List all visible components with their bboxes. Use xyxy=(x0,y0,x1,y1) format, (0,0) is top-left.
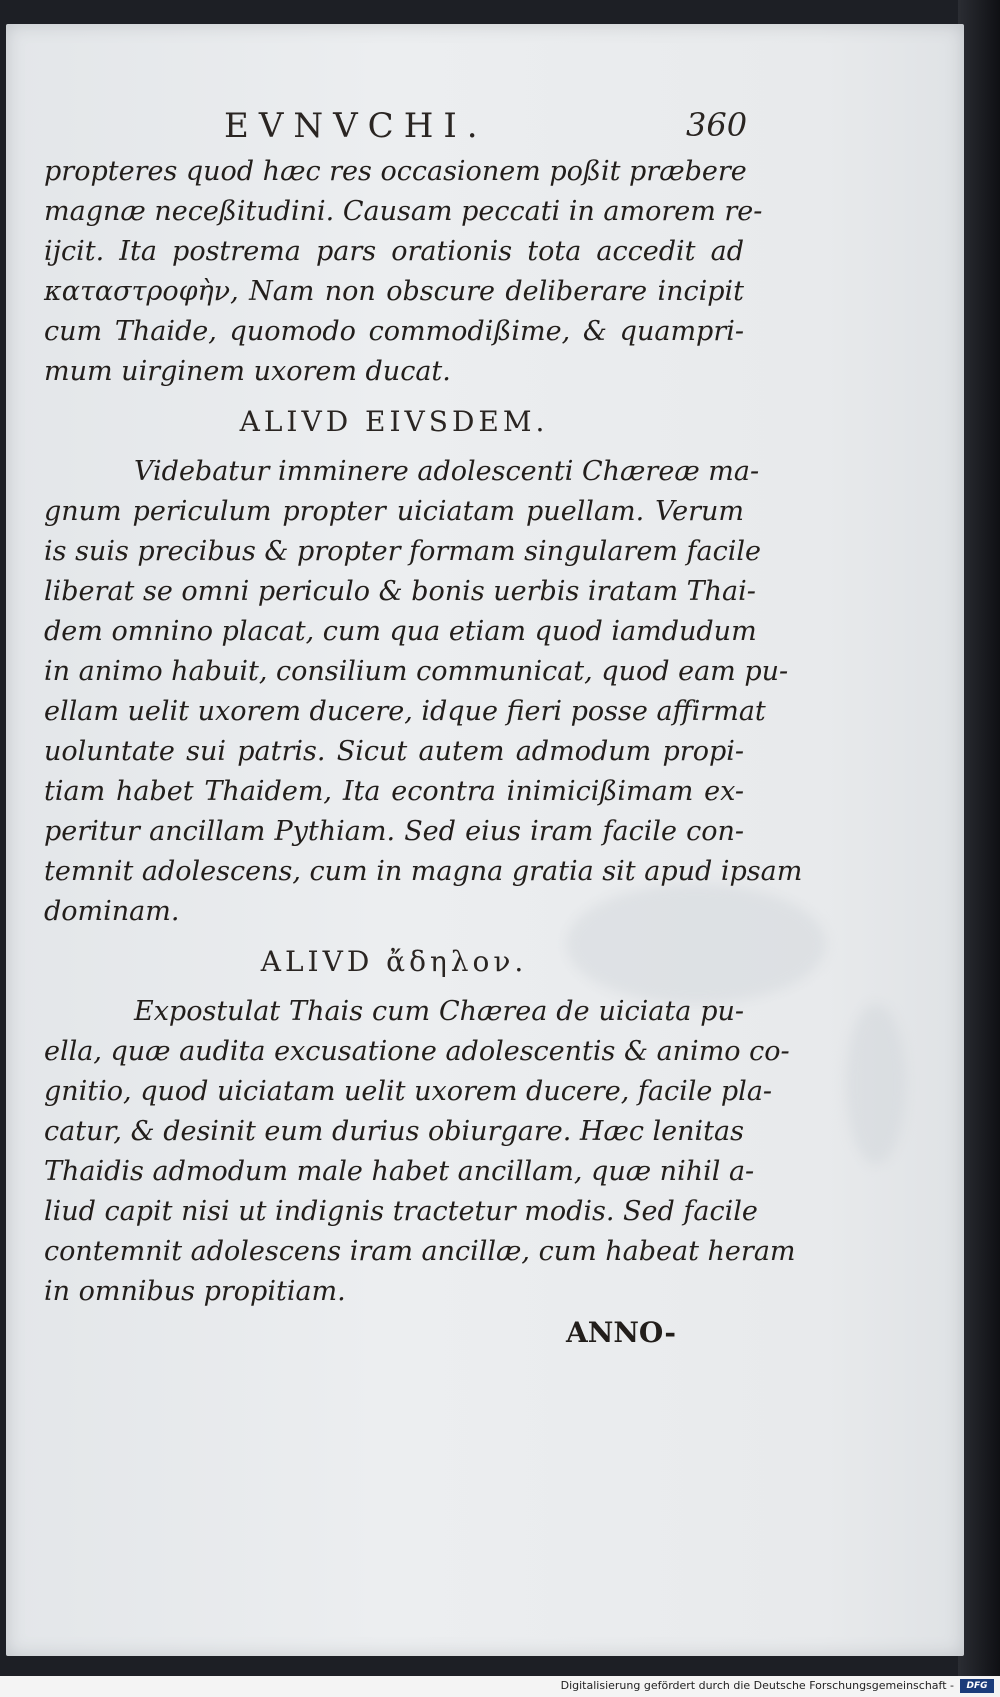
main-text xyxy=(44,152,803,1312)
text-line: liberat se omni periculo & bonis uerbis iratam Thai- xyxy=(44,576,756,607)
digitization-footer xyxy=(0,1676,1000,1697)
text-line: propteres quod hæc res occasionem poßit præbere xyxy=(44,156,747,187)
text-line: contemnit adolescens iram ancillæ, cum habeat heram xyxy=(44,1236,796,1267)
text-line: dem omnino placat, cum qua etiam quod iamdudum xyxy=(44,616,757,647)
text-line: catur, & desinit eum durius obiurgare. Hæc lenitas xyxy=(44,1116,744,1147)
section-heading: ALIVD EIVSDEM. xyxy=(239,405,549,438)
section-aliud-eiusdem xyxy=(44,452,803,932)
text-line: in animo habuit, consilium communicat, quod eam pu- xyxy=(44,656,789,687)
text-line: ellam uelit uxorem ducere, idque fieri posse affirmat xyxy=(44,696,766,727)
funding-credit: Digitalisierung gefördert durch die Deutsche Forschungsgemeinschaft - xyxy=(560,1679,954,1692)
section-intro xyxy=(44,152,763,392)
text-line: καταστροφὴν, Nam non obscure deliberare incipit xyxy=(44,276,744,307)
section-aliud-adelon xyxy=(44,992,796,1312)
text-line: is suis precibus & propter formam singularem facile xyxy=(44,536,761,567)
text-line: dominam. xyxy=(44,896,180,927)
binding-edge xyxy=(958,0,1000,1697)
text-line: ijcit. Ita postrema pars orationis tota accedit ad xyxy=(44,236,744,267)
section-heading: ALIVD ἄδηλον. xyxy=(260,945,528,978)
text-line: Expostulat Thais cum Chærea de uiciata pu- xyxy=(134,996,744,1027)
text-line: temnit adolescens, cum in magna gratia sit apud ipsam xyxy=(44,856,803,887)
text-line: mum uirginem uxorem ducat. xyxy=(44,356,451,387)
text-line: magnæ neceßitudini. Causam peccati in amorem re- xyxy=(44,196,763,227)
text-line: gnum periculum propter uiciatam puellam. Verum xyxy=(44,496,744,527)
text-line: Videbatur imminere adolescenti Chæreæ ma- xyxy=(134,456,760,487)
text-line: ella, quæ audita excusatione adolescentis & animo co- xyxy=(44,1036,790,1067)
text-line: cum Thaide, quomodo commodißime, & quampri- xyxy=(44,316,744,347)
paper-stain xyxy=(846,1004,906,1164)
text-line: tiam habet Thaidem, Ita econtra inimicißimam ex- xyxy=(44,776,744,807)
running-head: EVNVCHI. xyxy=(224,106,488,146)
page-header xyxy=(6,84,964,144)
text-line: uoluntate sui patris. Sicut autem admodum propi- xyxy=(44,736,744,767)
text-line: gnitio, quod uiciatam uelit uxorem ducere, facile pla- xyxy=(44,1076,773,1107)
book-page xyxy=(6,24,964,1656)
text-line: in omnibus propitiam. xyxy=(44,1276,346,1307)
catchword: ANNO- xyxy=(566,1316,676,1349)
dfg-logo-icon: DFG xyxy=(960,1679,994,1693)
text-line: peritur ancillam Pythiam. Sed eius iram facile con- xyxy=(44,816,744,847)
folio-number: 360 xyxy=(686,106,748,144)
text-line: Thaidis admodum male habet ancillam, quæ nihil a- xyxy=(44,1156,755,1187)
text-line: liud capit nisi ut indignis tractetur modis. Sed facile xyxy=(44,1196,758,1227)
